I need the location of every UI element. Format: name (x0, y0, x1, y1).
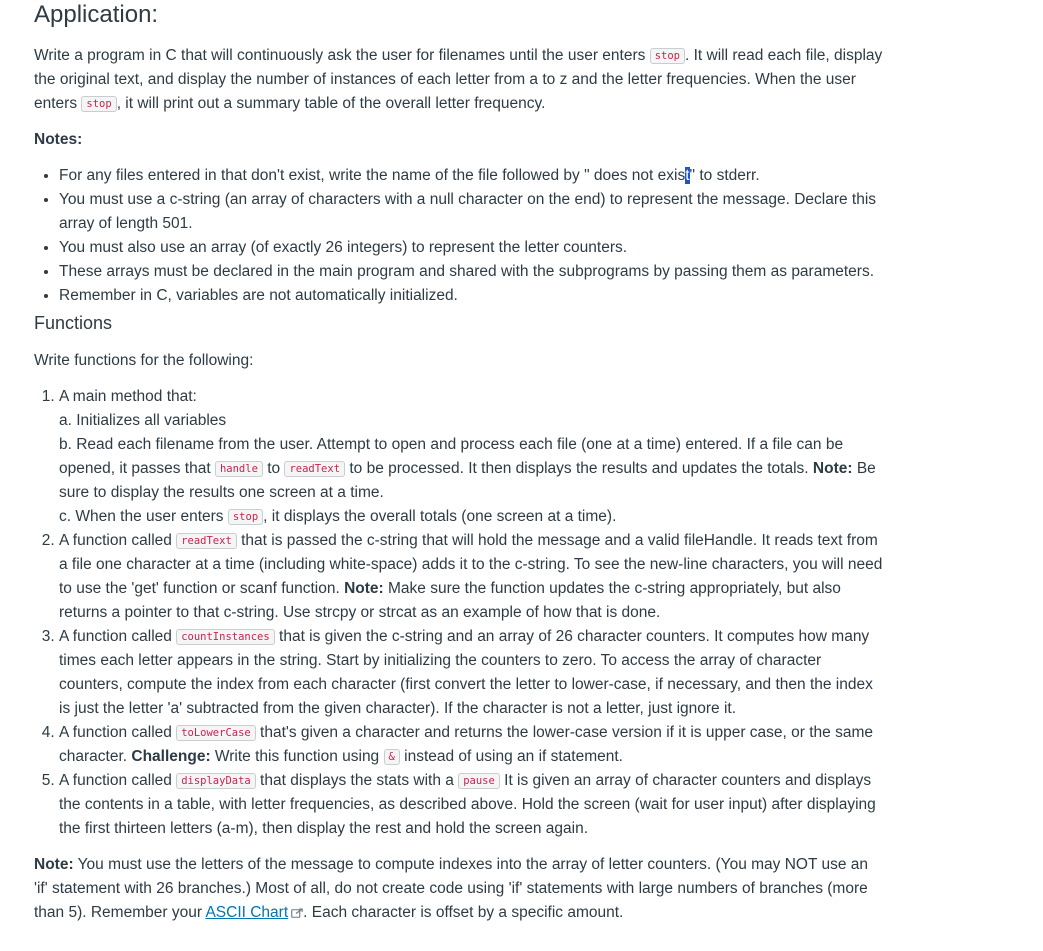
final-note-text: You must use the letters of the message to compute indexes into the array of letter counters. (You may NOT use an 'if' statement with 26 branches.) Most of all, do not create code using 'if' statements with large numbers of branches (more than 5). Remember your (34, 856, 868, 921)
intro-text-2: . It will read each file, display the original text, and display the number of instances of each letter from a to z and the letter frequencies. When the user enters (34, 47, 883, 112)
function-text: that displays the stats with a (255, 772, 459, 789)
assignment-document (34, 0, 884, 925)
page-title: Application: (34, 1, 159, 28)
notes-item: • You must use a c-string (an array of characters with a null character on the end) to represent the message. Declare this array of length 501. (59, 188, 884, 236)
step-text: , it displays the overall totals (one screen at a time). (263, 508, 617, 525)
main-step-c (59, 505, 884, 529)
step-text: to (262, 460, 285, 477)
function-text: A function called (59, 772, 177, 789)
code-stop: stop (228, 509, 263, 525)
step-text: Be sure to display the results one screen at a time. (59, 460, 876, 501)
code-readtext: readText (284, 461, 345, 477)
notes-label: Notes: (34, 131, 83, 148)
notes-item (59, 164, 884, 188)
function-text: It is given an array of character counters and displays the contents in a table, with letter frequencies, as described above. Hold the screen (wait for user input) after displaying the first thirteen letters (a-m), then display the rest and hold the screen again. (59, 772, 876, 837)
functions-heading: Functions (34, 313, 113, 333)
code-stop: stop (650, 48, 685, 64)
functions-list (34, 385, 884, 841)
intro-text-3: , it will print out a summary table of the overall letter frequency. (116, 95, 546, 112)
code-pause: pause (458, 773, 500, 789)
function-item-readtext (59, 529, 884, 625)
final-note (34, 853, 884, 925)
step-text: c. When the user enters (59, 508, 228, 525)
notes-list (34, 164, 884, 308)
function-text: A function called (59, 724, 177, 741)
text-selection-cursor: t (685, 167, 690, 184)
function-text: Write this function using (210, 748, 384, 765)
function-text: that is given the c-string and an array of 26 character counters. It computes how many times each letter appears in the string. Start by initializing the counters to zero. To access the array of character counters, compute the index from each character (first convert the letter to lower-case, if necessary, and then the index is just the letter 'a' subtracted from the given character). If the character is not a letter, just ignore it. (59, 628, 873, 717)
notes-item: • You must also use an array (of exactly 26 integers) to represent the letter counters. (59, 236, 884, 260)
step-text: to be processed. It then displays the results and updates the totals. (345, 460, 813, 477)
code-countinstances: countInstances (176, 629, 275, 645)
function-text: A function called (59, 532, 177, 549)
code-displaydata: displayData (176, 773, 256, 789)
function-text: Make sure the function updates the c-string appropriately, but also returns a pointer to that c-string. Use strcpy or strcat as an example of how that is done. (59, 580, 841, 621)
main-step-a: a. Initializes all variables (59, 412, 227, 429)
note-bold: Note: (812, 460, 853, 477)
code-tolowercase: toLowerCase (176, 725, 256, 741)
function-item-main (59, 385, 884, 529)
main-step-b (59, 433, 884, 505)
code-readtext: readText (176, 533, 237, 549)
ascii-chart-link[interactable] (205, 904, 288, 921)
note-bold: Note: (344, 580, 384, 597)
code-ampersand: & (384, 749, 400, 765)
intro-text-1: Write a program in C that will continuously ask the user for filenames until the user enters (34, 47, 650, 64)
code-handle: handle (215, 461, 263, 477)
function-item-countinstances (59, 625, 884, 721)
intro-paragraph (34, 44, 884, 116)
notes-item: • These arrays must be declared in the main program and shared with the subprograms by passing them as parameters. (59, 260, 884, 284)
challenge-bold: Challenge: (131, 748, 211, 765)
function-item-tolowercase (59, 721, 884, 769)
function-text: instead of using an if statement. (399, 748, 623, 765)
external-link-icon[interactable] (291, 902, 303, 912)
function-item-displaydata (59, 769, 884, 841)
function-text: that is passed the c-string that will hold the message and a valid fileHandle. It reads text from a file one character at a time (including white-space) adds it to the c-string. To see the new-line characters, you will need to use the 'get' function or scanf function. (59, 532, 883, 597)
function-text: that's given a character and returns the lower-case version if it is upper case, or the same character. (59, 724, 873, 765)
notes-item: • Remember in C, variables are not automatically initialized. (59, 284, 884, 308)
note-bold: Note: (34, 856, 74, 873)
functions-intro: Write functions for the following: (34, 352, 254, 369)
step-text: b. Read each filename from the user. Attempt to open and process each file (one at a time) entered. If a file can be opened, it passes that (59, 436, 844, 477)
notes-item-text: For any files entered in that don't exist, write the name of the file followed by " does not exis (59, 167, 686, 184)
ascii-chart-link-label: ASCII Chart (205, 904, 289, 921)
function-text: A function called (59, 628, 177, 645)
code-stop: stop (81, 96, 116, 112)
function-lead: A main method that: (59, 388, 197, 405)
notes-item-text: " to stderr. (689, 167, 760, 184)
final-note-text: . Each character is offset by a specific amount. (303, 904, 624, 921)
